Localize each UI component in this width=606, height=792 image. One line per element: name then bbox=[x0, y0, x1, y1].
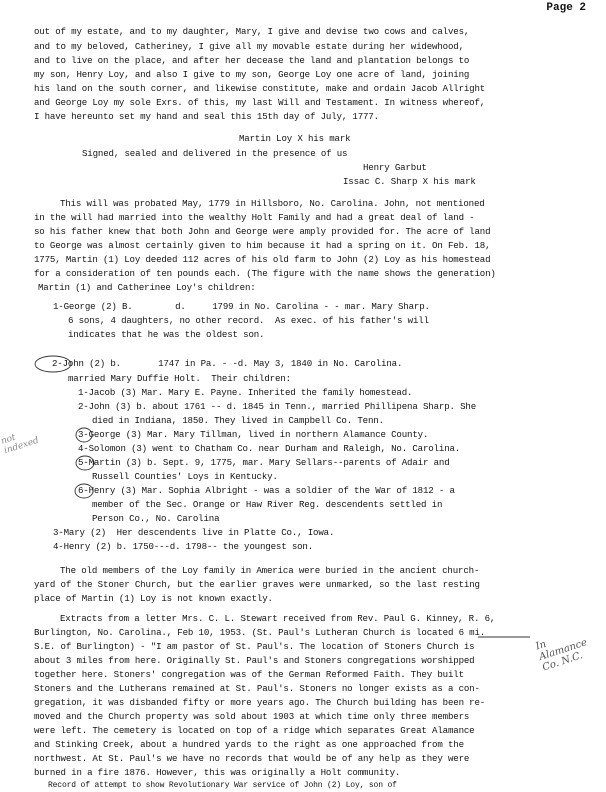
text-line: 3-Mary (2) Her descendents live in Platte Co., Iowa. bbox=[53, 527, 335, 538]
text-line: Burlington, No. Carolina., Feb 10, 1953. (St. Paul's Lutheran Church is located 6 mi. bbox=[34, 627, 486, 638]
text-line: S.E. of Burlington) - "I am pastor of St. Paul's. The location of Stoners Church is bbox=[34, 641, 475, 652]
handwritten-margin-note: In Alamance Co. N.C. bbox=[534, 637, 589, 674]
page-number: Page 2 bbox=[546, 2, 586, 14]
text-line: 6-Henry (3) Mar. Sophia Albright - was a soldier of the War of 1812 - a bbox=[78, 485, 455, 496]
text-line: out of my estate, and to my daughter, Mary, I give and devise two cows and calves, bbox=[34, 26, 470, 37]
text-line: This will was probated May, 1779 in Hillsboro, No. Carolina. John, not mentioned bbox=[60, 198, 485, 209]
text-line: in the will had married into the wealthy Holt Family and had a great deal of land - bbox=[34, 212, 475, 223]
text-line: indicates that he was the oldest son. bbox=[68, 329, 265, 340]
text-line: 2-John (3) b. about 1761 -- d. 1845 in Tenn., married Phillipena Sharp. She bbox=[78, 401, 477, 412]
circle-mark bbox=[76, 428, 92, 442]
signature-line: Signed, sealed and delivered in the presence of us bbox=[82, 148, 348, 159]
text-line: and Stinking Creek, about a hundred yards to the right as one approached from the bbox=[34, 739, 464, 750]
text-line: were left. The cemetery is located on top of a ridge which separates Great Alamance bbox=[34, 725, 475, 736]
text-line: 1-Jacob (3) Mar. Mary E. Payne. Inherited the family homestead. bbox=[78, 387, 413, 398]
text-line: Martin (1) and Catherinee Loy's children: bbox=[38, 282, 256, 293]
text-line: Record of attempt to show Revolutionary War service of John (2) Loy, son of bbox=[48, 781, 397, 790]
text-line: his land on the south corner, and likewise constitute, make and ordain Jacob Allright bbox=[34, 83, 486, 94]
text-line: 3-George (3) Mar. Mary Tillman, lived in northern Alamance County. bbox=[78, 429, 429, 440]
text-line: 1775, Martin (1) Loy deeded 112 acres of his old farm to John (2) Loy as his homestead bbox=[34, 254, 491, 265]
text-line: 5-Martin (3) b. Sept. 9, 1775, mar. Mary Sellars--parents of Adair and bbox=[78, 457, 450, 468]
text-line: member of the Sec. Orange or Haw River Reg. descendents settled in bbox=[92, 499, 443, 510]
circle-mark bbox=[76, 456, 94, 470]
text-line: place of Martin (1) Loy is not known exactly. bbox=[34, 593, 273, 604]
text-line: to George was almost certainly given to him because it had a spring on it. On Feb. 18, bbox=[34, 240, 491, 251]
handwritten-left-note: not indexed bbox=[0, 432, 41, 457]
text-line: moved and the Church property was sold about 1903 at which time only three members bbox=[34, 711, 470, 722]
text-line: my son, Henry Loy, and also I give to my son, George Loy one acre of land, joining bbox=[34, 69, 470, 80]
text-line: 2-John (2) b. 1747 in Pa. - -d. May 3, 1840 in No. Carolina. bbox=[52, 358, 403, 369]
text-line: I have hereunto set my hand and seal this 15th day of July, 1777. bbox=[34, 111, 379, 122]
text-line: Extracts from a letter Mrs. C. L. Stewart received from Rev. Paul G. Kinney, R. 6, bbox=[60, 613, 496, 624]
text-line: gregation, it was disbanded fifty or more years ago. The Church building has been re- bbox=[34, 697, 486, 708]
text-line: and to my beloved, Catheriney, I give all my movable estate during her widewhood, bbox=[34, 41, 464, 52]
text-line: Person Co., No. Carolina bbox=[92, 513, 220, 524]
signature-line: Martin Loy X his mark bbox=[239, 133, 351, 144]
signature-line: Issac C. Sharp X his mark bbox=[343, 176, 476, 187]
text-line: 6 sons, 4 daughters, no other record. As exec. of his father's will bbox=[68, 315, 429, 326]
text-line: 4-Solomon (3) went to Chatham Co. near Durham and Raleigh, No. Carolina. bbox=[78, 443, 461, 454]
text-line: 4-Henry (2) b. 1750---d. 1798-- the youngest son. bbox=[53, 541, 314, 552]
text-line: for a consideration of ten pounds each. (The figure with the name shows the generation) bbox=[34, 268, 496, 279]
circle-mark bbox=[75, 484, 93, 498]
text-line: together here. Stoners' congregation was of the German Reformed Faith. They built bbox=[34, 669, 464, 680]
text-line: The old members of the Loy family in America were buried in the ancient church- bbox=[60, 565, 480, 576]
signature-line: Henry Garbut bbox=[363, 162, 427, 173]
text-line: 1-George (2) B. d. 1799 in No. Carolina - - mar. Mary Sharp. bbox=[53, 301, 430, 312]
text-line: so his father knew that both John and George were amply provided for. The acre of land bbox=[34, 226, 491, 237]
text-line: Stoners and the Lutherans remained at St. Paul's. Stoners no longer exists as a con- bbox=[34, 683, 480, 694]
text-line: yard of the Stoner Church, but the earlier graves were unmarked, so the last resting bbox=[34, 579, 480, 590]
text-line: and George Loy my sole Exrs. of this, my last Will and Testament. In witness whereof, bbox=[34, 97, 486, 108]
text-line: and to live on the place, and after her decease the land and plantation belongs to bbox=[34, 55, 470, 66]
text-line: burned in a fire 1876. However, this was originally a Holt community. bbox=[34, 767, 401, 778]
text-line: about 3 miles from here. Originally St. Paul's and Stoners congregations worshipped bbox=[34, 655, 475, 666]
text-line: died in Indiana, 1850. They lived in Campbell Co. Tenn. bbox=[92, 415, 384, 426]
text-line: married Mary Duffie Holt. Their children: bbox=[68, 373, 291, 384]
text-line: Russell Counties' Loys in Kentucky. bbox=[92, 471, 278, 482]
text-line: northwest. At St. Paul's we have no records that would be of any help as they were bbox=[34, 753, 470, 764]
circle-mark bbox=[35, 356, 71, 372]
